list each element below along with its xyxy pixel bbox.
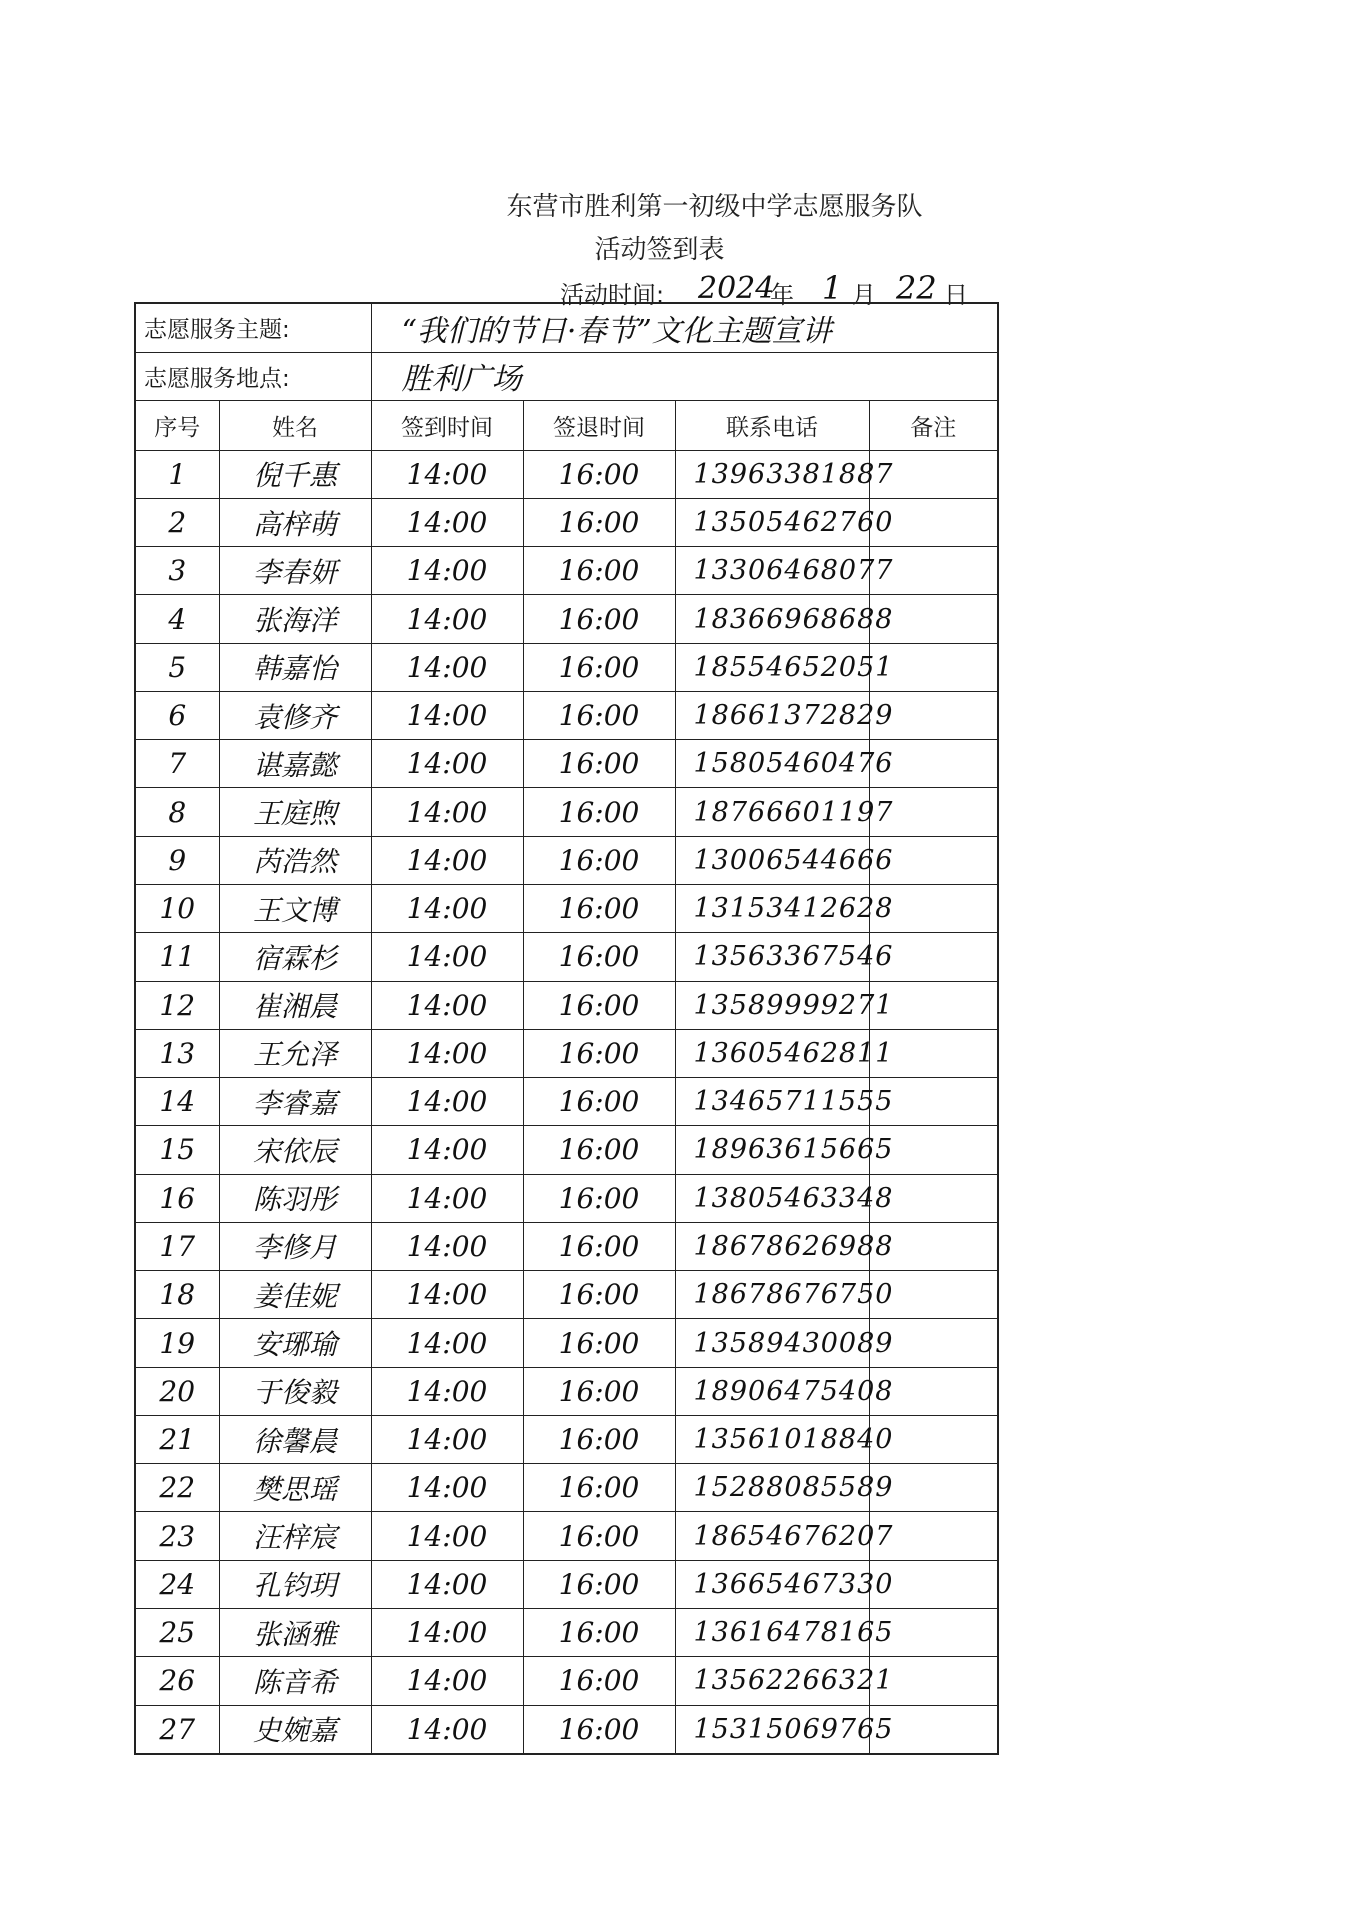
table-row <box>135 1464 998 1512</box>
row-phone: 18963615665 <box>675 1126 869 1174</box>
theme-value: “我们的节日·春节”文化主题宣讲 <box>371 303 998 352</box>
table-row <box>135 1560 998 1608</box>
row-phone: 15288085589 <box>675 1464 869 1512</box>
row-phone: 13465711555 <box>675 1078 869 1126</box>
row-number: 15 <box>135 1126 219 1174</box>
table-row <box>135 1657 998 1705</box>
row-signout-time: 16:00 <box>523 1078 675 1126</box>
row-number: 23 <box>135 1512 219 1560</box>
row-signin-time: 14:00 <box>371 1222 523 1270</box>
row-number: 17 <box>135 1222 219 1270</box>
row-signin-time: 14:00 <box>371 450 523 498</box>
row-signout-time: 16:00 <box>523 1126 675 1174</box>
row-name: 陈音希 <box>219 1657 371 1705</box>
place-value: 胜利广场 <box>371 352 998 401</box>
row-signin-time: 14:00 <box>371 1657 523 1705</box>
row-number: 6 <box>135 691 219 739</box>
row-number: 12 <box>135 981 219 1029</box>
row-signin-time: 14:00 <box>371 1705 523 1754</box>
col-header-phone: 联系电话 <box>675 401 869 451</box>
day-unit: 日 <box>944 281 968 309</box>
theme-row <box>135 303 998 352</box>
row-signin-time: 14:00 <box>371 1319 523 1367</box>
row-number: 27 <box>135 1705 219 1754</box>
row-signout-time: 16:00 <box>523 547 675 595</box>
row-phone: 13562266321 <box>675 1657 869 1705</box>
row-name: 李春妍 <box>219 547 371 595</box>
row-name: 于俊毅 <box>219 1367 371 1415</box>
row-signin-time: 14:00 <box>371 1560 523 1608</box>
row-phone: 13963381887 <box>675 450 869 498</box>
table-row <box>135 691 998 739</box>
row-phone: 13605462811 <box>675 1029 869 1077</box>
date-label: 活动时间: <box>560 281 665 309</box>
row-name: 姜佳妮 <box>219 1271 371 1319</box>
table-row <box>135 1367 998 1415</box>
table-row <box>135 1271 998 1319</box>
row-number: 18 <box>135 1271 219 1319</box>
row-signin-time: 14:00 <box>371 643 523 691</box>
row-name: 孔钧玥 <box>219 1560 371 1608</box>
row-number: 19 <box>135 1319 219 1367</box>
row-name: 芮浩然 <box>219 836 371 884</box>
col-header-no: 序号 <box>135 401 219 451</box>
row-phone: 13589430089 <box>675 1319 869 1367</box>
sign-in-table <box>134 302 999 1755</box>
date-year: 2024 <box>698 271 775 306</box>
row-number: 11 <box>135 933 219 981</box>
row-number: 16 <box>135 1174 219 1222</box>
row-signout-time: 16:00 <box>523 595 675 643</box>
row-phone: 18678676750 <box>675 1271 869 1319</box>
row-name: 张海洋 <box>219 595 371 643</box>
row-phone: 18661372829 <box>675 691 869 739</box>
row-number: 22 <box>135 1464 219 1512</box>
table-row <box>135 643 998 691</box>
row-name: 高梓萌 <box>219 498 371 546</box>
table-row <box>135 1319 998 1367</box>
row-signin-time: 14:00 <box>371 981 523 1029</box>
row-signin-time: 14:00 <box>371 1271 523 1319</box>
row-number: 9 <box>135 836 219 884</box>
row-signout-time: 16:00 <box>523 450 675 498</box>
row-name: 倪千惠 <box>219 450 371 498</box>
form-title: 活动签到表 <box>594 235 725 265</box>
row-name: 宿霖杉 <box>219 933 371 981</box>
place-label: 志愿服务地点: <box>135 352 371 401</box>
row-signout-time: 16:00 <box>523 1029 675 1077</box>
row-number: 5 <box>135 643 219 691</box>
row-number: 10 <box>135 885 219 933</box>
row-signout-time: 16:00 <box>523 740 675 788</box>
row-signout-time: 16:00 <box>523 1464 675 1512</box>
row-signout-time: 16:00 <box>523 691 675 739</box>
row-signin-time: 14:00 <box>371 498 523 546</box>
row-name: 韩嘉怡 <box>219 643 371 691</box>
row-phone: 15315069765 <box>675 1705 869 1754</box>
row-signout-time: 16:00 <box>523 933 675 981</box>
table-row <box>135 498 998 546</box>
row-name: 樊思瑶 <box>219 1464 371 1512</box>
row-signin-time: 14:00 <box>371 1367 523 1415</box>
col-header-out: 签退时间 <box>523 401 675 451</box>
row-phone: 18554652051 <box>675 643 869 691</box>
org-title: 东营市胜利第一初级中学志愿服务队 <box>506 192 923 222</box>
column-header-row <box>135 401 998 451</box>
row-name: 汪梓宸 <box>219 1512 371 1560</box>
row-phone: 13665467330 <box>675 1560 869 1608</box>
table-row <box>135 1126 998 1174</box>
row-name: 安琊瑜 <box>219 1319 371 1367</box>
row-signin-time: 14:00 <box>371 836 523 884</box>
row-signin-time: 14:00 <box>371 1029 523 1077</box>
row-number: 4 <box>135 595 219 643</box>
row-signout-time: 16:00 <box>523 885 675 933</box>
row-phone: 13561018840 <box>675 1415 869 1463</box>
theme-label: 志愿服务主题: <box>135 303 371 352</box>
table-row <box>135 1608 998 1656</box>
row-signout-time: 16:00 <box>523 1657 675 1705</box>
row-signin-time: 14:00 <box>371 1608 523 1656</box>
row-signin-time: 14:00 <box>371 1464 523 1512</box>
row-number: 26 <box>135 1657 219 1705</box>
table-row <box>135 595 998 643</box>
row-phone: 13616478165 <box>675 1608 869 1656</box>
row-signin-time: 14:00 <box>371 1078 523 1126</box>
row-signout-time: 16:00 <box>523 1512 675 1560</box>
row-signout-time: 16:00 <box>523 1608 675 1656</box>
row-signout-time: 16:00 <box>523 836 675 884</box>
table-row <box>135 1029 998 1077</box>
row-signin-time: 14:00 <box>371 547 523 595</box>
row-number: 24 <box>135 1560 219 1608</box>
table-row <box>135 740 998 788</box>
row-signout-time: 16:00 <box>523 1319 675 1367</box>
row-signout-time: 16:00 <box>523 1271 675 1319</box>
table-row <box>135 1174 998 1222</box>
row-number: 21 <box>135 1415 219 1463</box>
row-signin-time: 14:00 <box>371 595 523 643</box>
row-name: 王允泽 <box>219 1029 371 1077</box>
row-signin-time: 14:00 <box>371 691 523 739</box>
row-phone: 18654676207 <box>675 1512 869 1560</box>
row-name: 李睿嘉 <box>219 1078 371 1126</box>
table-row <box>135 1705 998 1754</box>
row-name: 王文博 <box>219 885 371 933</box>
row-name: 宋依辰 <box>219 1126 371 1174</box>
row-signout-time: 16:00 <box>523 1222 675 1270</box>
row-signout-time: 16:00 <box>523 981 675 1029</box>
col-header-note: 备注 <box>869 401 998 451</box>
table-row <box>135 933 998 981</box>
table-row <box>135 981 998 1029</box>
row-signout-time: 16:00 <box>523 1415 675 1463</box>
row-name: 谌嘉懿 <box>219 740 371 788</box>
row-signout-time: 16:00 <box>523 788 675 836</box>
table-row <box>135 836 998 884</box>
row-signout-time: 16:00 <box>523 643 675 691</box>
row-number: 13 <box>135 1029 219 1077</box>
month-unit: 月 <box>852 281 876 309</box>
row-signout-time: 16:00 <box>523 498 675 546</box>
row-number: 8 <box>135 788 219 836</box>
row-signout-time: 16:00 <box>523 1174 675 1222</box>
row-number: 1 <box>135 450 219 498</box>
row-phone: 18366968688 <box>675 595 869 643</box>
row-phone: 18678626988 <box>675 1222 869 1270</box>
row-number: 3 <box>135 547 219 595</box>
row-signin-time: 14:00 <box>371 740 523 788</box>
table-row <box>135 885 998 933</box>
row-phone: 13505462760 <box>675 498 869 546</box>
row-name: 张涵雅 <box>219 1608 371 1656</box>
table-row <box>135 1512 998 1560</box>
row-signin-time: 14:00 <box>371 1512 523 1560</box>
row-name: 王庭煦 <box>219 788 371 836</box>
table-row <box>135 450 998 498</box>
year-unit: 年 <box>770 281 794 309</box>
table-body <box>135 303 998 1754</box>
row-phone: 15805460476 <box>675 740 869 788</box>
row-signin-time: 14:00 <box>371 1174 523 1222</box>
row-signin-time: 14:00 <box>371 885 523 933</box>
row-number: 14 <box>135 1078 219 1126</box>
row-phone: 13563367546 <box>675 933 869 981</box>
row-phone: 13589999271 <box>675 981 869 1029</box>
row-signin-time: 14:00 <box>371 1415 523 1463</box>
row-signin-time: 14:00 <box>371 788 523 836</box>
row-phone: 13006544666 <box>675 836 869 884</box>
row-phone: 13306468077 <box>675 547 869 595</box>
col-header-name: 姓名 <box>219 401 371 451</box>
table-row <box>135 788 998 836</box>
row-phone: 13153412628 <box>675 885 869 933</box>
row-number: 20 <box>135 1367 219 1415</box>
table-row <box>135 547 998 595</box>
row-name: 陈羽彤 <box>219 1174 371 1222</box>
row-phone: 18766601197 <box>675 788 869 836</box>
date-month: 1 <box>822 269 843 307</box>
place-row <box>135 352 998 401</box>
row-name: 徐馨晨 <box>219 1415 371 1463</box>
row-number: 25 <box>135 1608 219 1656</box>
row-signin-time: 14:00 <box>371 1126 523 1174</box>
row-signout-time: 16:00 <box>523 1705 675 1754</box>
row-number: 7 <box>135 740 219 788</box>
row-name: 袁修齐 <box>219 691 371 739</box>
row-signout-time: 16:00 <box>523 1560 675 1608</box>
row-name: 崔湘晨 <box>219 981 371 1029</box>
table-row <box>135 1078 998 1126</box>
row-signin-time: 14:00 <box>371 933 523 981</box>
date-day: 22 <box>896 269 937 307</box>
row-name: 史婉嘉 <box>219 1705 371 1754</box>
row-phone: 18906475408 <box>675 1367 869 1415</box>
row-phone: 13805463348 <box>675 1174 869 1222</box>
row-signout-time: 16:00 <box>523 1367 675 1415</box>
table-row <box>135 1222 998 1270</box>
row-number: 2 <box>135 498 219 546</box>
col-header-in: 签到时间 <box>371 401 523 451</box>
row-name: 李修月 <box>219 1222 371 1270</box>
table-row <box>135 1415 998 1463</box>
